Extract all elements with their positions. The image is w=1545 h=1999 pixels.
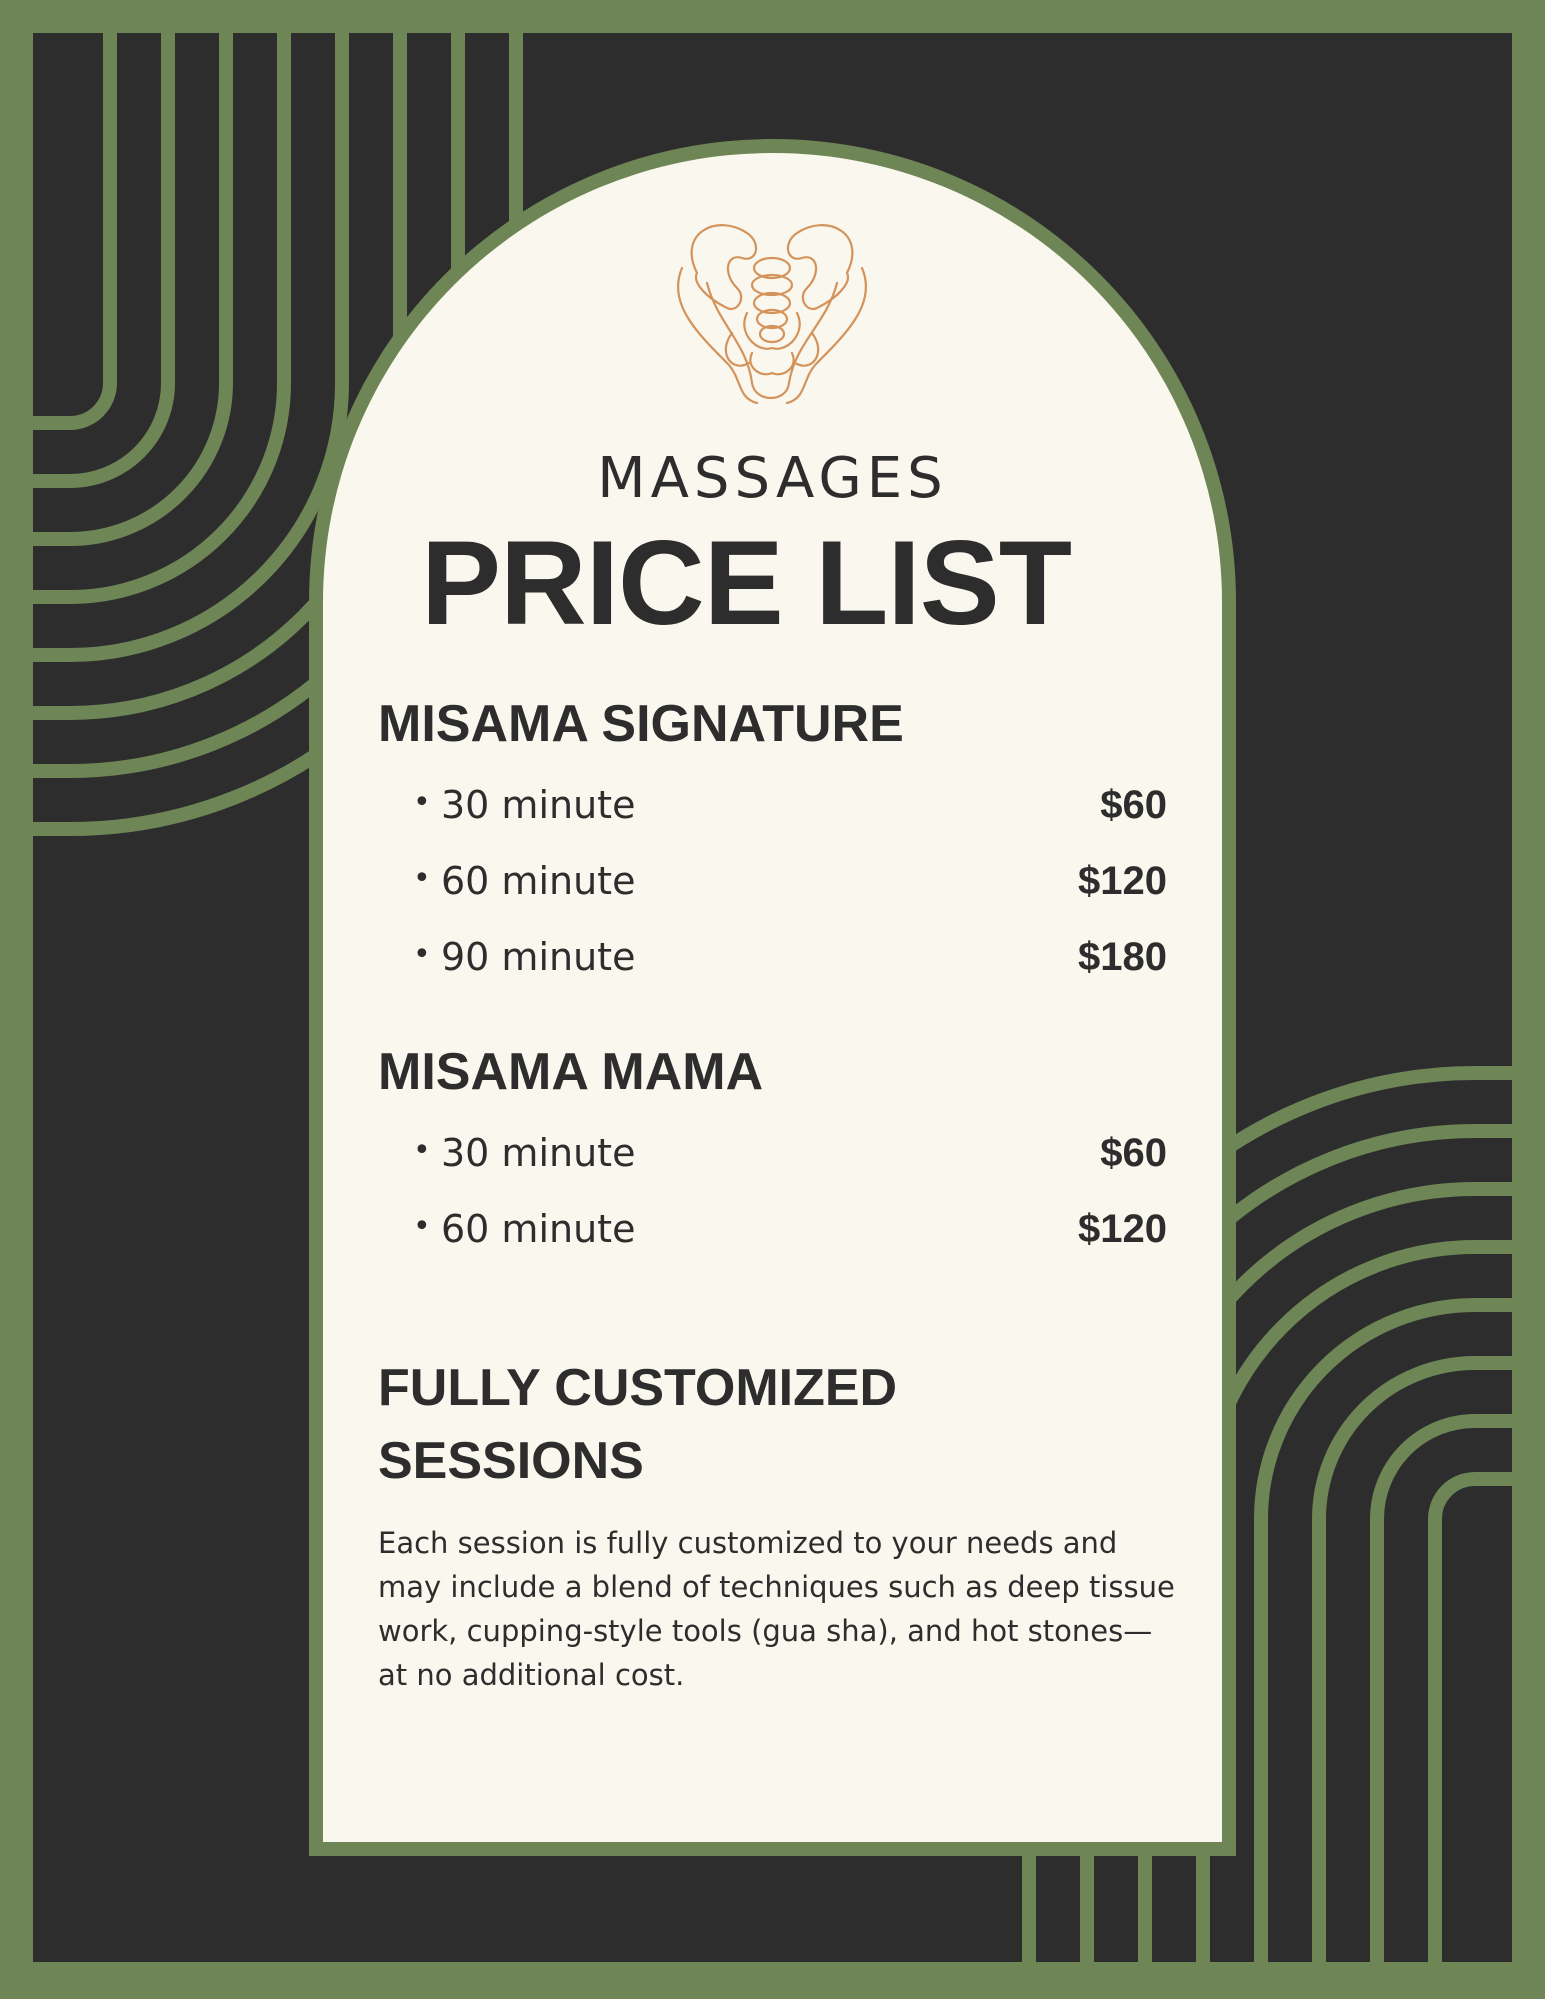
bullet-icon: • <box>413 861 431 896</box>
duration-label: 30 minute <box>441 783 636 827</box>
price-row <box>413 1207 1167 1257</box>
arch-frame <box>309 139 1236 1856</box>
services-subtitle: MASSAGES <box>597 446 948 511</box>
price-label: $180 <box>1078 935 1167 979</box>
price-label: $120 <box>1078 1207 1167 1251</box>
custom-sessions-heading <box>378 1361 897 1488</box>
pelvis-logo-icon <box>637 213 907 413</box>
duration-label: 60 minute <box>441 859 636 903</box>
price-label: $60 <box>1100 1131 1167 1175</box>
price-row <box>413 1131 1167 1181</box>
bullet-icon: • <box>413 1133 431 1168</box>
price-row <box>413 935 1167 985</box>
price-row <box>413 859 1167 909</box>
bullet-icon: • <box>413 785 431 820</box>
section-heading-signature: MISAMA SIGNATURE <box>378 695 904 753</box>
duration-label: 30 minute <box>441 1131 636 1175</box>
price-card <box>323 153 1222 1842</box>
custom-sessions-description: Each session is fully customized to your needs and may include a blend of techniques such as deep tissue work, cupping-style tools (gua sha), and hot stones—at no additional cost. <box>378 1526 1175 1692</box>
custom-heading-line1: FULLY CUSTOMIZED <box>378 1359 898 1417</box>
section-heading-mama: MISAMA MAMA <box>378 1043 764 1101</box>
custom-heading-line2: SESSIONS <box>378 1431 644 1490</box>
duration-label: 60 minute <box>441 1207 636 1251</box>
price-label: $60 <box>1100 783 1167 827</box>
price-row <box>413 783 1167 833</box>
price-label: $120 <box>1078 859 1167 903</box>
duration-label: 90 minute <box>441 935 636 979</box>
page-title: PRICE LIST <box>421 516 1072 650</box>
bullet-icon: • <box>413 937 431 972</box>
bullet-icon: • <box>413 1209 431 1244</box>
